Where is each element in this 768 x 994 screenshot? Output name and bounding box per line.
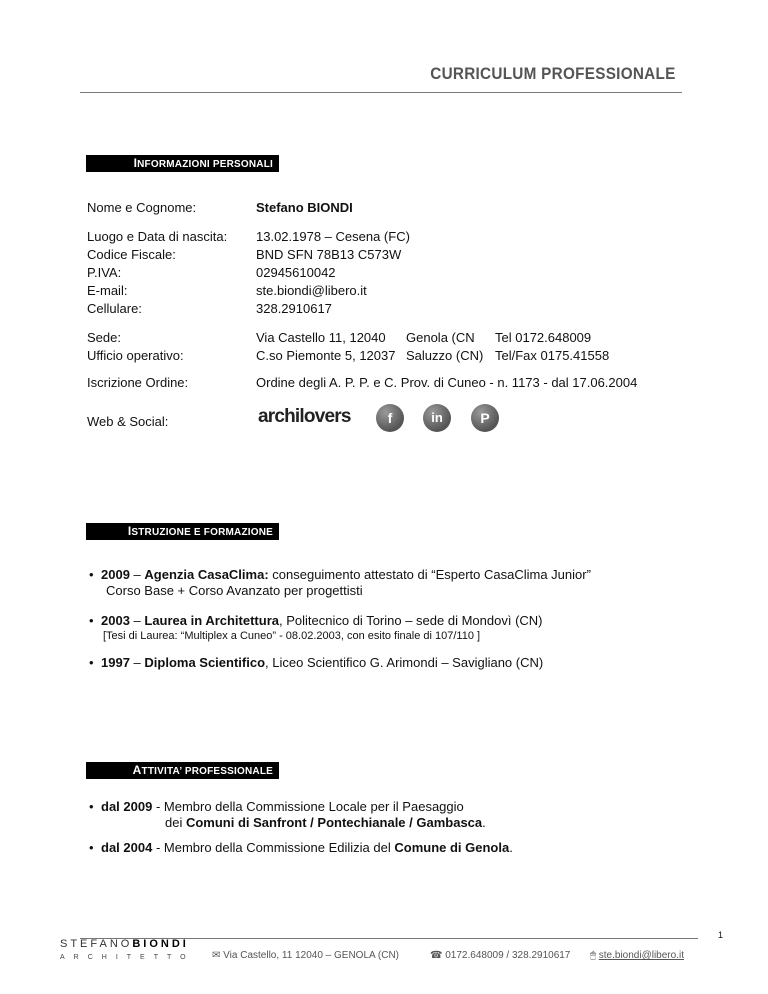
education-item: • 2003 – Laurea in Architettura, Politecnico di Torino – sede di Mondovì (CN) <box>89 613 543 628</box>
sede-label: Sede: <box>87 330 121 345</box>
ufficio-label: Ufficio operativo: <box>87 348 184 363</box>
ufficio-city: Saluzzo (CN) <box>406 348 484 363</box>
thesis-note: [Tesi di Laurea: “Multiplex a Cuneo” - 08.02.2003, con esito finale di 107/110 ] <box>103 630 481 642</box>
fiscal-code-label: Codice Fiscale: <box>87 247 176 262</box>
professional-item: • dal 2009 - Membro della Commissione Locale per il Paesaggio <box>89 799 464 814</box>
fiscal-code-value: BND SFN 78B13 C573W <box>256 247 402 262</box>
section-header-professional: ATTIVITA’ PROFESSIONALE <box>86 762 279 779</box>
professional-item-detail: dei Comuni di Sanfront / Pontechianale / Gambasca. <box>165 815 486 830</box>
personal-details-labels <box>87 228 227 318</box>
sede-city: Genola (CN <box>406 330 475 345</box>
brand-subtitle: ARCHITETTO <box>60 954 195 961</box>
section-header-personal: INFORMAZIONI PERSONALI <box>86 155 279 172</box>
footer-phones: ☎ 0172.648009 / 328.2910617 <box>430 950 571 961</box>
birth-value: 13.02.1978 – Cesena (FC) <box>256 229 410 244</box>
email-label: E-mail: <box>87 283 128 298</box>
ordine-label: Iscrizione Ordine: <box>87 375 189 390</box>
section-header-education: ISTRUZIONE E FORMAZIONE <box>86 523 279 540</box>
mobile-label: Cellulare: <box>87 301 142 316</box>
vat-value: 02945610042 <box>256 265 336 280</box>
envelope-icon: ✉ <box>212 950 221 961</box>
footer-email <box>590 950 684 961</box>
facebook-icon[interactable]: f <box>376 404 404 432</box>
name-value: Stefano BIONDI <box>256 200 353 215</box>
phone-icon: ☎ <box>430 950 443 961</box>
email-link[interactable]: ste.biondi@libero.it <box>598 950 684 961</box>
ufficio-address: C.so Piemonte 5, 12037 <box>256 348 396 363</box>
linkedin-icon[interactable]: in <box>423 404 451 432</box>
mouse-icon: 🖱 <box>590 950 596 961</box>
ordine-value: Ordine degli A. P. P. e C. Prov. di Cuneo - n. 1173 - dal 17.06.2004 <box>256 375 638 390</box>
education-item-detail: Corso Base + Corso Avanzato per progettisti <box>106 583 363 598</box>
birth-label: Luogo e Data di nascita: <box>87 229 228 244</box>
name-label: Nome e Cognome: <box>87 200 197 215</box>
footer-address: ✉ Via Castello, 11 12040 – GENOLA (CN) <box>212 950 400 961</box>
education-item: • 1997 – Diploma Scientifico, Liceo Scientifico G. Arimondi – Savigliano (CN) <box>89 655 544 670</box>
email-value: ste.biondi@libero.it <box>256 283 367 298</box>
pinterest-icon[interactable]: P <box>471 404 499 432</box>
education-item: • 2009 – Agenzia CasaClima: conseguimento attestato di “Esperto CasaClima Junior” <box>89 567 591 582</box>
professional-item: • dal 2004 - Membro della Commissione Edilizia del Comune di Genola. <box>89 840 513 855</box>
sede-phone: Tel 0172.648009 <box>495 330 592 345</box>
sede-address: Via Castello 11, 12040 <box>256 330 386 345</box>
mobile-value: 328.2910617 <box>256 301 332 316</box>
document-title: CURRICULUM PROFESSIONALE <box>430 64 676 83</box>
web-social-label: Web & Social: <box>87 414 169 429</box>
page-number: 1 <box>718 930 724 940</box>
header-divider <box>80 92 682 93</box>
ufficio-phone: Tel/Fax 0175.41558 <box>495 348 610 363</box>
vat-label: P.IVA: <box>87 265 122 280</box>
brand-logo: STEFANOBIONDI <box>60 938 189 950</box>
personal-details-values <box>256 228 410 318</box>
archilovers-logo[interactable]: archilovers <box>258 406 351 427</box>
